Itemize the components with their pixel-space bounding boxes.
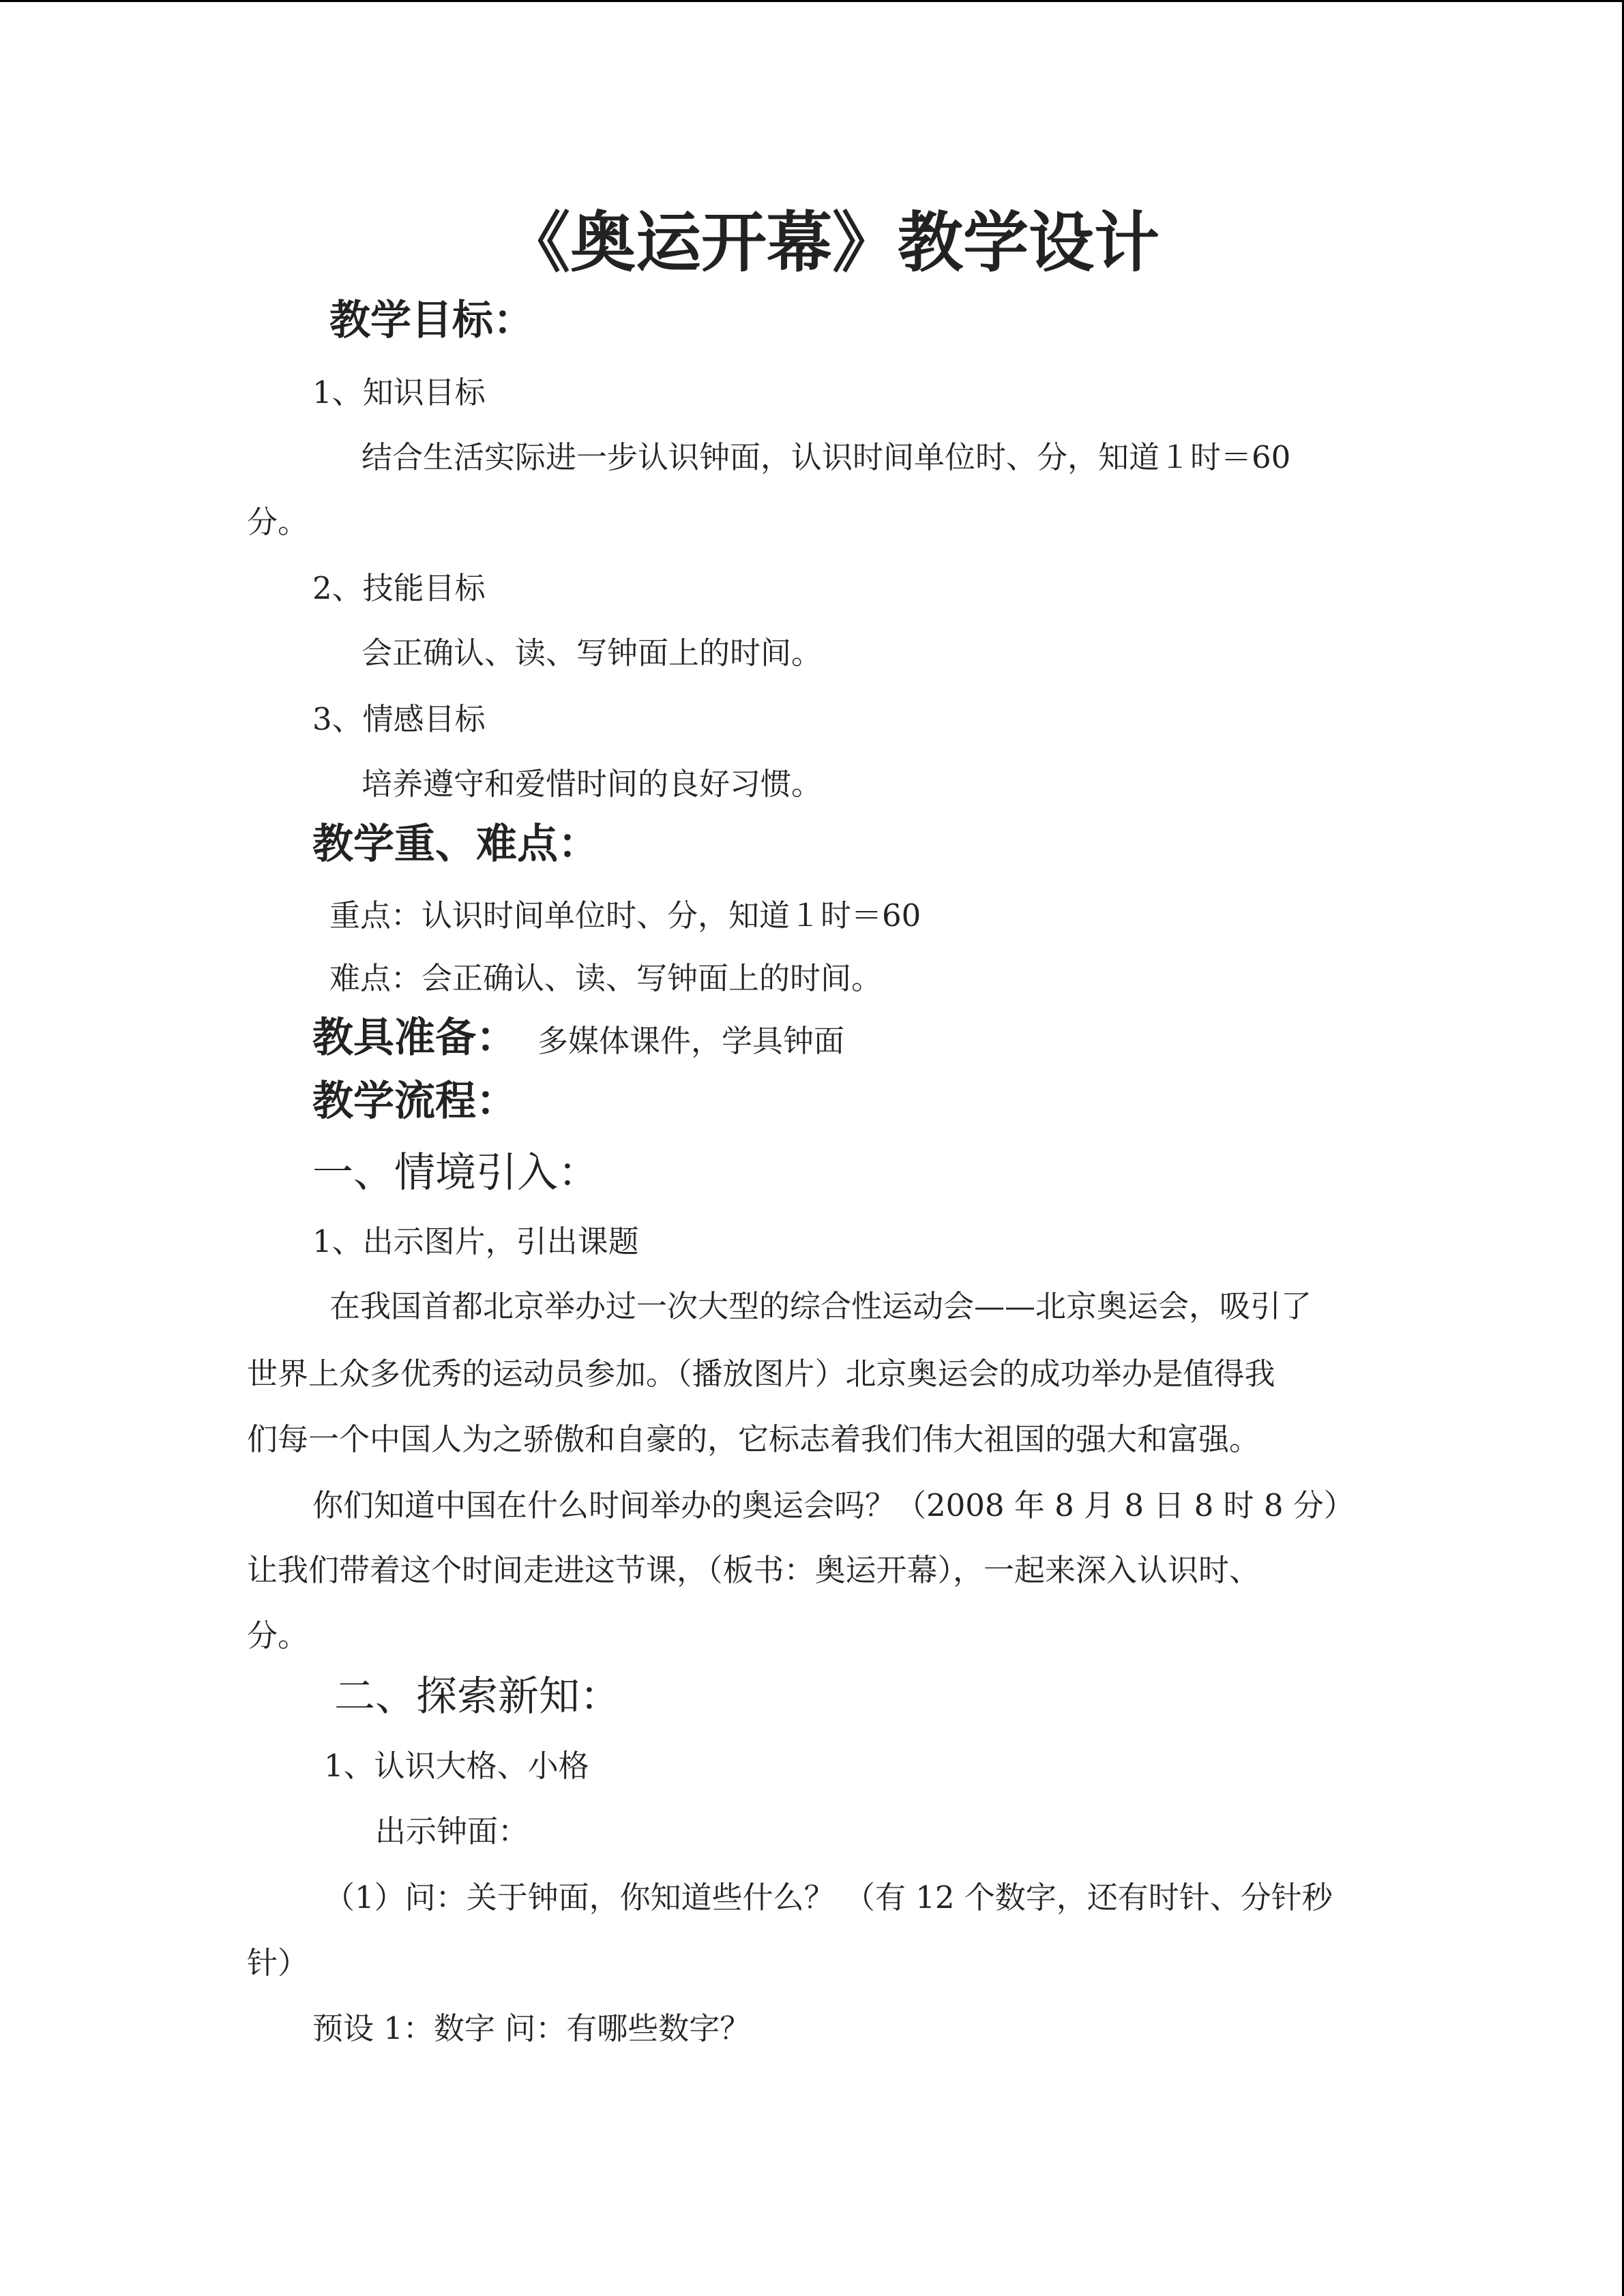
document-title: 《奥运开幕》教学设计 (505, 204, 1160, 281)
section2-question1-line2: 针） (247, 1945, 309, 1981)
section1-heading: 一、情境引入： (312, 1149, 599, 1197)
section1-para2-line3: 分。 (247, 1617, 309, 1654)
knowledge-goal-text: 结合生活实际进一步认识钟面，认识时间单位时、分，知道１时＝60 (361, 439, 1291, 475)
emotion-goal-label: 3、情感目标 (312, 701, 486, 737)
section2-show-clock: 出示钟面： (375, 1813, 529, 1849)
skill-goal-label: 2、技能目标 (312, 570, 486, 606)
section1-para1-line3: 们每一个中国人为之骄傲和自豪的，它标志着我们伟大祖国的强大和富强。 (247, 1421, 1260, 1457)
knowledge-goal-label: 1、知识目标 (312, 374, 486, 411)
section2-step1: 1、认识大格、小格 (324, 1748, 589, 1784)
section1-para2-line1: 你们知道中国在什么时间举办的奥运会吗？（2008 年 8 月 8 日 8 时 8 分） (312, 1487, 1355, 1523)
section1-step1: 1、出示图片，引出课题 (312, 1223, 639, 1259)
difficult-point-text: 难点：会正确认、读、写钟面上的时间。 (329, 960, 883, 996)
section2-preset1: 预设 1：数字 问：有哪些数字？ (312, 2010, 751, 2046)
knowledge-goal-text-cont: 分。 (247, 504, 309, 540)
tools-text: 多媒体课件，学具钟面 (537, 1023, 845, 1059)
tools-heading: 教具准备： (312, 1014, 517, 1062)
skill-goal-text: 会正确认、读、写钟面上的时间。 (361, 635, 823, 671)
page-top-border (0, 0, 1624, 2)
key-point-text: 重点：认识时间单位时、分，知道１时＝60 (329, 897, 921, 934)
process-heading: 教学流程： (312, 1077, 517, 1125)
goals-heading: 教学目标： (329, 297, 534, 344)
section2-heading: 二、探索新知： (334, 1673, 621, 1720)
section1-para1-line1: 在我国首都北京举办过一次大型的综合性运动会——北京奥运会，吸引了 (329, 1288, 1312, 1324)
tools-line (312, 1014, 845, 1062)
section2-question1-line1: （1）问：关于钟面，你知道些什么？ （有 12 个数字，还有时针、分针秒 (324, 1879, 1333, 1915)
section1-para2-line2: 让我们带着这个时间走进这节课，（板书：奥运开幕），一起来深入认识时、 (247, 1552, 1260, 1588)
section1-para1-line2: 世界上众多优秀的运动员参加。（播放图片）北京奥运会的成功举办是值得我 (247, 1356, 1275, 1392)
keypoints-heading: 教学重、难点： (312, 820, 599, 868)
emotion-goal-text: 培养遵守和爱惜时间的良好习惯。 (361, 766, 823, 802)
